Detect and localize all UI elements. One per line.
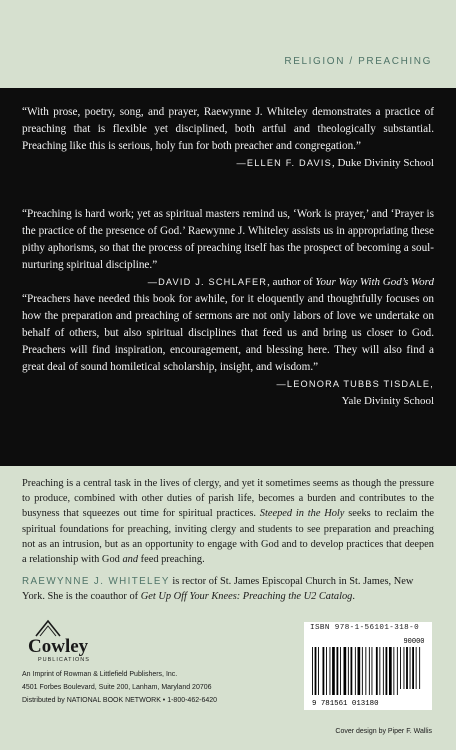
endorsement-text: “With prose, poetry, song, and prayer, Raewynne J. Whiteley demonstrates a practice of preaching that is flexible yet disciplined, both artful and theologically substantial. Preaching like this is serious, holy fun for both preacher and congregation.” bbox=[22, 106, 434, 152]
book-description bbox=[22, 476, 434, 567]
logo-wordmark: Cowley bbox=[28, 636, 89, 657]
barcode-block bbox=[304, 622, 432, 710]
price-code: 90000 bbox=[403, 638, 425, 646]
description-text: seeks to reclaim the spiritual foundations for preaching, inviting clergy and students to see preparation and preaching not as an intrusion, but as an opportunity to engage with God and to develop practices that deepen a relationship with God bbox=[22, 508, 435, 566]
barcode-icon bbox=[310, 635, 428, 707]
logo-subtitle: PUBLICATIONS bbox=[38, 657, 90, 663]
publisher-distributor: Distributed by NATIONAL BOOK NETWORK • 1-800-462-6420 bbox=[22, 697, 218, 704]
endorser-name: —LEONORA TUBBS TISDALE, bbox=[276, 379, 434, 389]
endorsement-1 bbox=[22, 104, 434, 172]
endorsement-attribution bbox=[22, 155, 434, 172]
publisher-info bbox=[22, 668, 322, 707]
endorsement-3 bbox=[22, 291, 434, 410]
author-name: RAEWYNNE J. WHITELEY bbox=[22, 576, 170, 587]
endorsement-text: “Preachers have needed this book for awhile, for it eloquently and thoughtfully focuses on how the preparation and preaching of sermons are not only labors of love we undertake on behalf of others, but also spiritual disciplines that feed us and bring us closer to God. Preachers will find inspiration, encouragement, and blessing here. They will also find a great deal of sound homiletical scholarship, insight, and wisdom.” bbox=[22, 293, 434, 373]
endorser-book-title: Your Way With God’s Word bbox=[315, 276, 434, 288]
description-text: Preaching is a central task in the lives of clergy, and yet it sometimes seems as though the pressure to produce, combined with other duties of parish life, becomes a burden and contributes to the busyness that squeezes out time for spiritual practices. bbox=[22, 478, 434, 520]
endorsement-2 bbox=[22, 206, 434, 291]
publisher-imprint: An Imprint of Rowman & Littlefield Publishers, Inc. bbox=[22, 671, 178, 678]
bio-book-title: Get Up Off Your Knees: Preaching the U2 Catalog bbox=[140, 591, 353, 603]
category-label: RELIGION / PREACHING bbox=[284, 56, 432, 67]
endorsement-text: “Preaching is hard work; yet as spiritual masters remind us, ‘Work is prayer,’ and ‘Prayer is the practice of the presence of God.’ Raewynne J. Whiteley assists us in appropriating these pithy aphorisms, so that the process of preaching itself has the prospect of becoming a soul-nurturing spiritual discipline.” bbox=[22, 208, 434, 271]
description-emphasis: and bbox=[122, 554, 139, 566]
author-bio bbox=[22, 574, 434, 605]
description-text: feed preaching. bbox=[138, 554, 205, 566]
endorser-name: —DAVID J. SCHLAFER bbox=[147, 277, 268, 287]
isbn-text: ISBN 978-1-56101-318-0 bbox=[310, 624, 420, 632]
barcode-number: 9 781561 013180 bbox=[312, 700, 379, 707]
endorsement-attribution bbox=[22, 376, 434, 393]
bio-text: . bbox=[352, 591, 355, 603]
cover-credit: Cover design by Piper F. Wallis bbox=[335, 728, 432, 735]
description-book-title: Steeped in the Holy bbox=[259, 508, 345, 520]
cowley-logo bbox=[24, 616, 114, 664]
endorser-affiliation: Yale Divinity School bbox=[341, 395, 434, 407]
endorser-affiliation: , Duke Divinity School bbox=[331, 157, 434, 169]
endorser-affiliation: , author of bbox=[267, 276, 316, 288]
endorsements-panel bbox=[0, 88, 456, 466]
bio-text: is rector of St. James Episcopal Church in St. James, New York. She is the coauthor of bbox=[22, 576, 414, 603]
endorsement-attribution bbox=[22, 274, 434, 291]
publisher-address: 4501 Forbes Boulevard, Suite 200, Lanham, Maryland 20706 bbox=[22, 684, 212, 691]
endorser-name: —ELLEN F. DAVIS bbox=[236, 158, 332, 168]
